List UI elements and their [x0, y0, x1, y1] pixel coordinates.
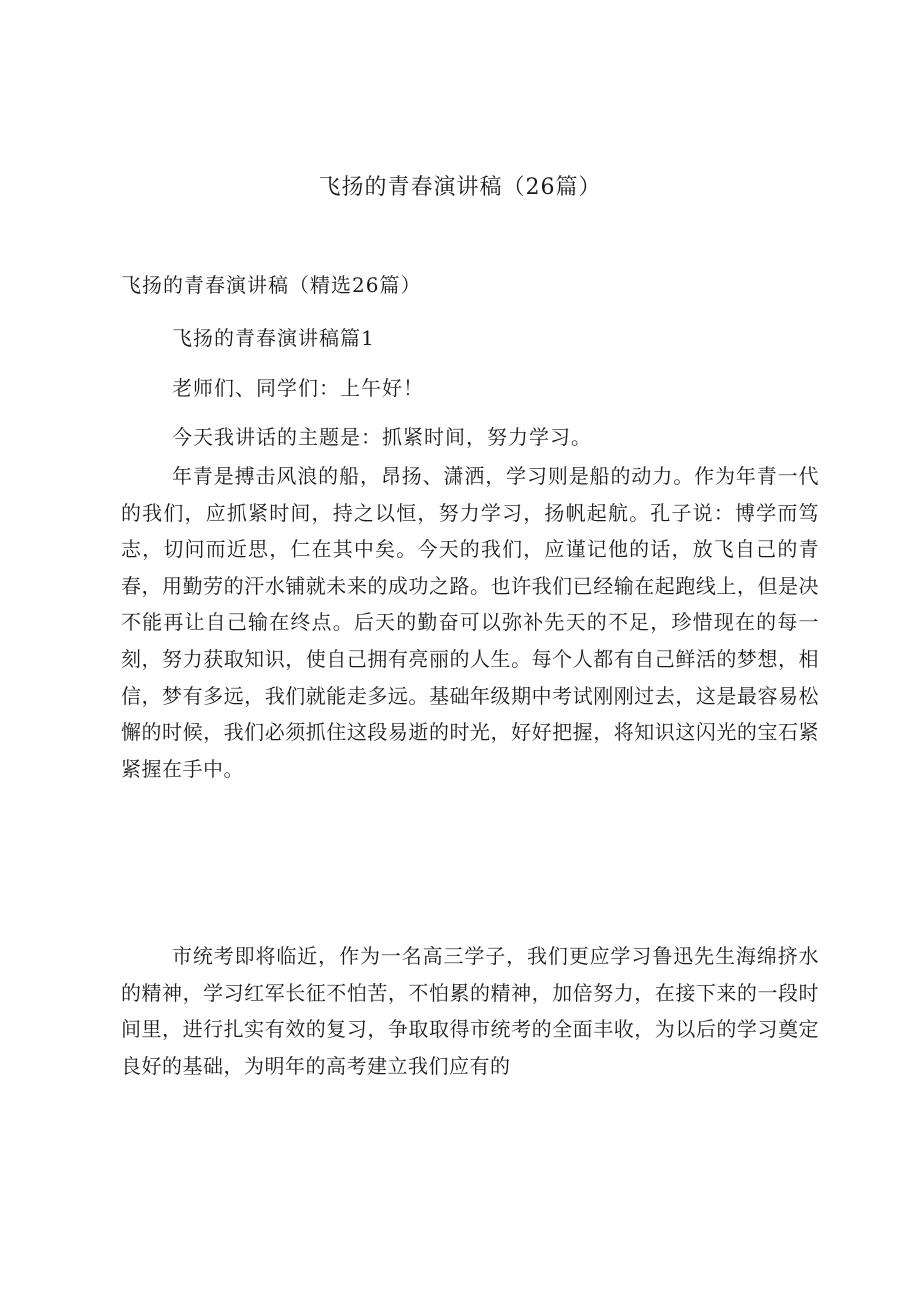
body-paragraph: 市统考即将临近，作为一名高三学子，我们更应学习鲁迅先生海绵挤水的精神，学习红军长征不怕苦，不怕累的精神，加倍努力，在接下来的一段时间里，进行扎实有效的复习，争取取得市统考的全面丰收，为以后的学习奠定良好的基础，为明年的高考建立我们应有的: [121, 944, 819, 1078]
greeting-line: 老师们、同学们：上午好！: [172, 376, 424, 400]
document-title: 飞扬的青春演讲稿（26篇）: [318, 175, 602, 200]
section-heading: 飞扬的青春演讲稿篇1: [172, 326, 375, 350]
topic-line: 今天我讲话的主题是：抓紧时间，努力学习。: [172, 425, 592, 449]
document-subtitle: 飞扬的青春演讲稿（精选26篇）: [121, 273, 422, 297]
body-paragraph: 年青是搏击风浪的船，昂扬、潇洒，学习则是船的动力。作为年青一代的我们，应抓紧时间，持之以恒，努力学习，扬帆起航。孔子说：博学而笃志，切问而近思，仁在其中矣。今天的我们，应谨记他的话，放飞自己的青春，用勤劳的汗水铺就未来的成功之路。也许我们已经输在起跑线上，但是决不能再让自己输在终点。后天的勤奋可以弥补先天的不足，珍惜现在的每一刻，努力获取知识，使自己拥有亮丽的人生。每个人都有自己鲜活的梦想，相信，梦有多远，我们就能走多远。基础年级期中考试刚刚过去，这是最容易松懈的时候，我们必须抓住这段易逝的时光，好好把握，将知识这闪光的宝石紧紧握在手中。: [121, 464, 819, 781]
